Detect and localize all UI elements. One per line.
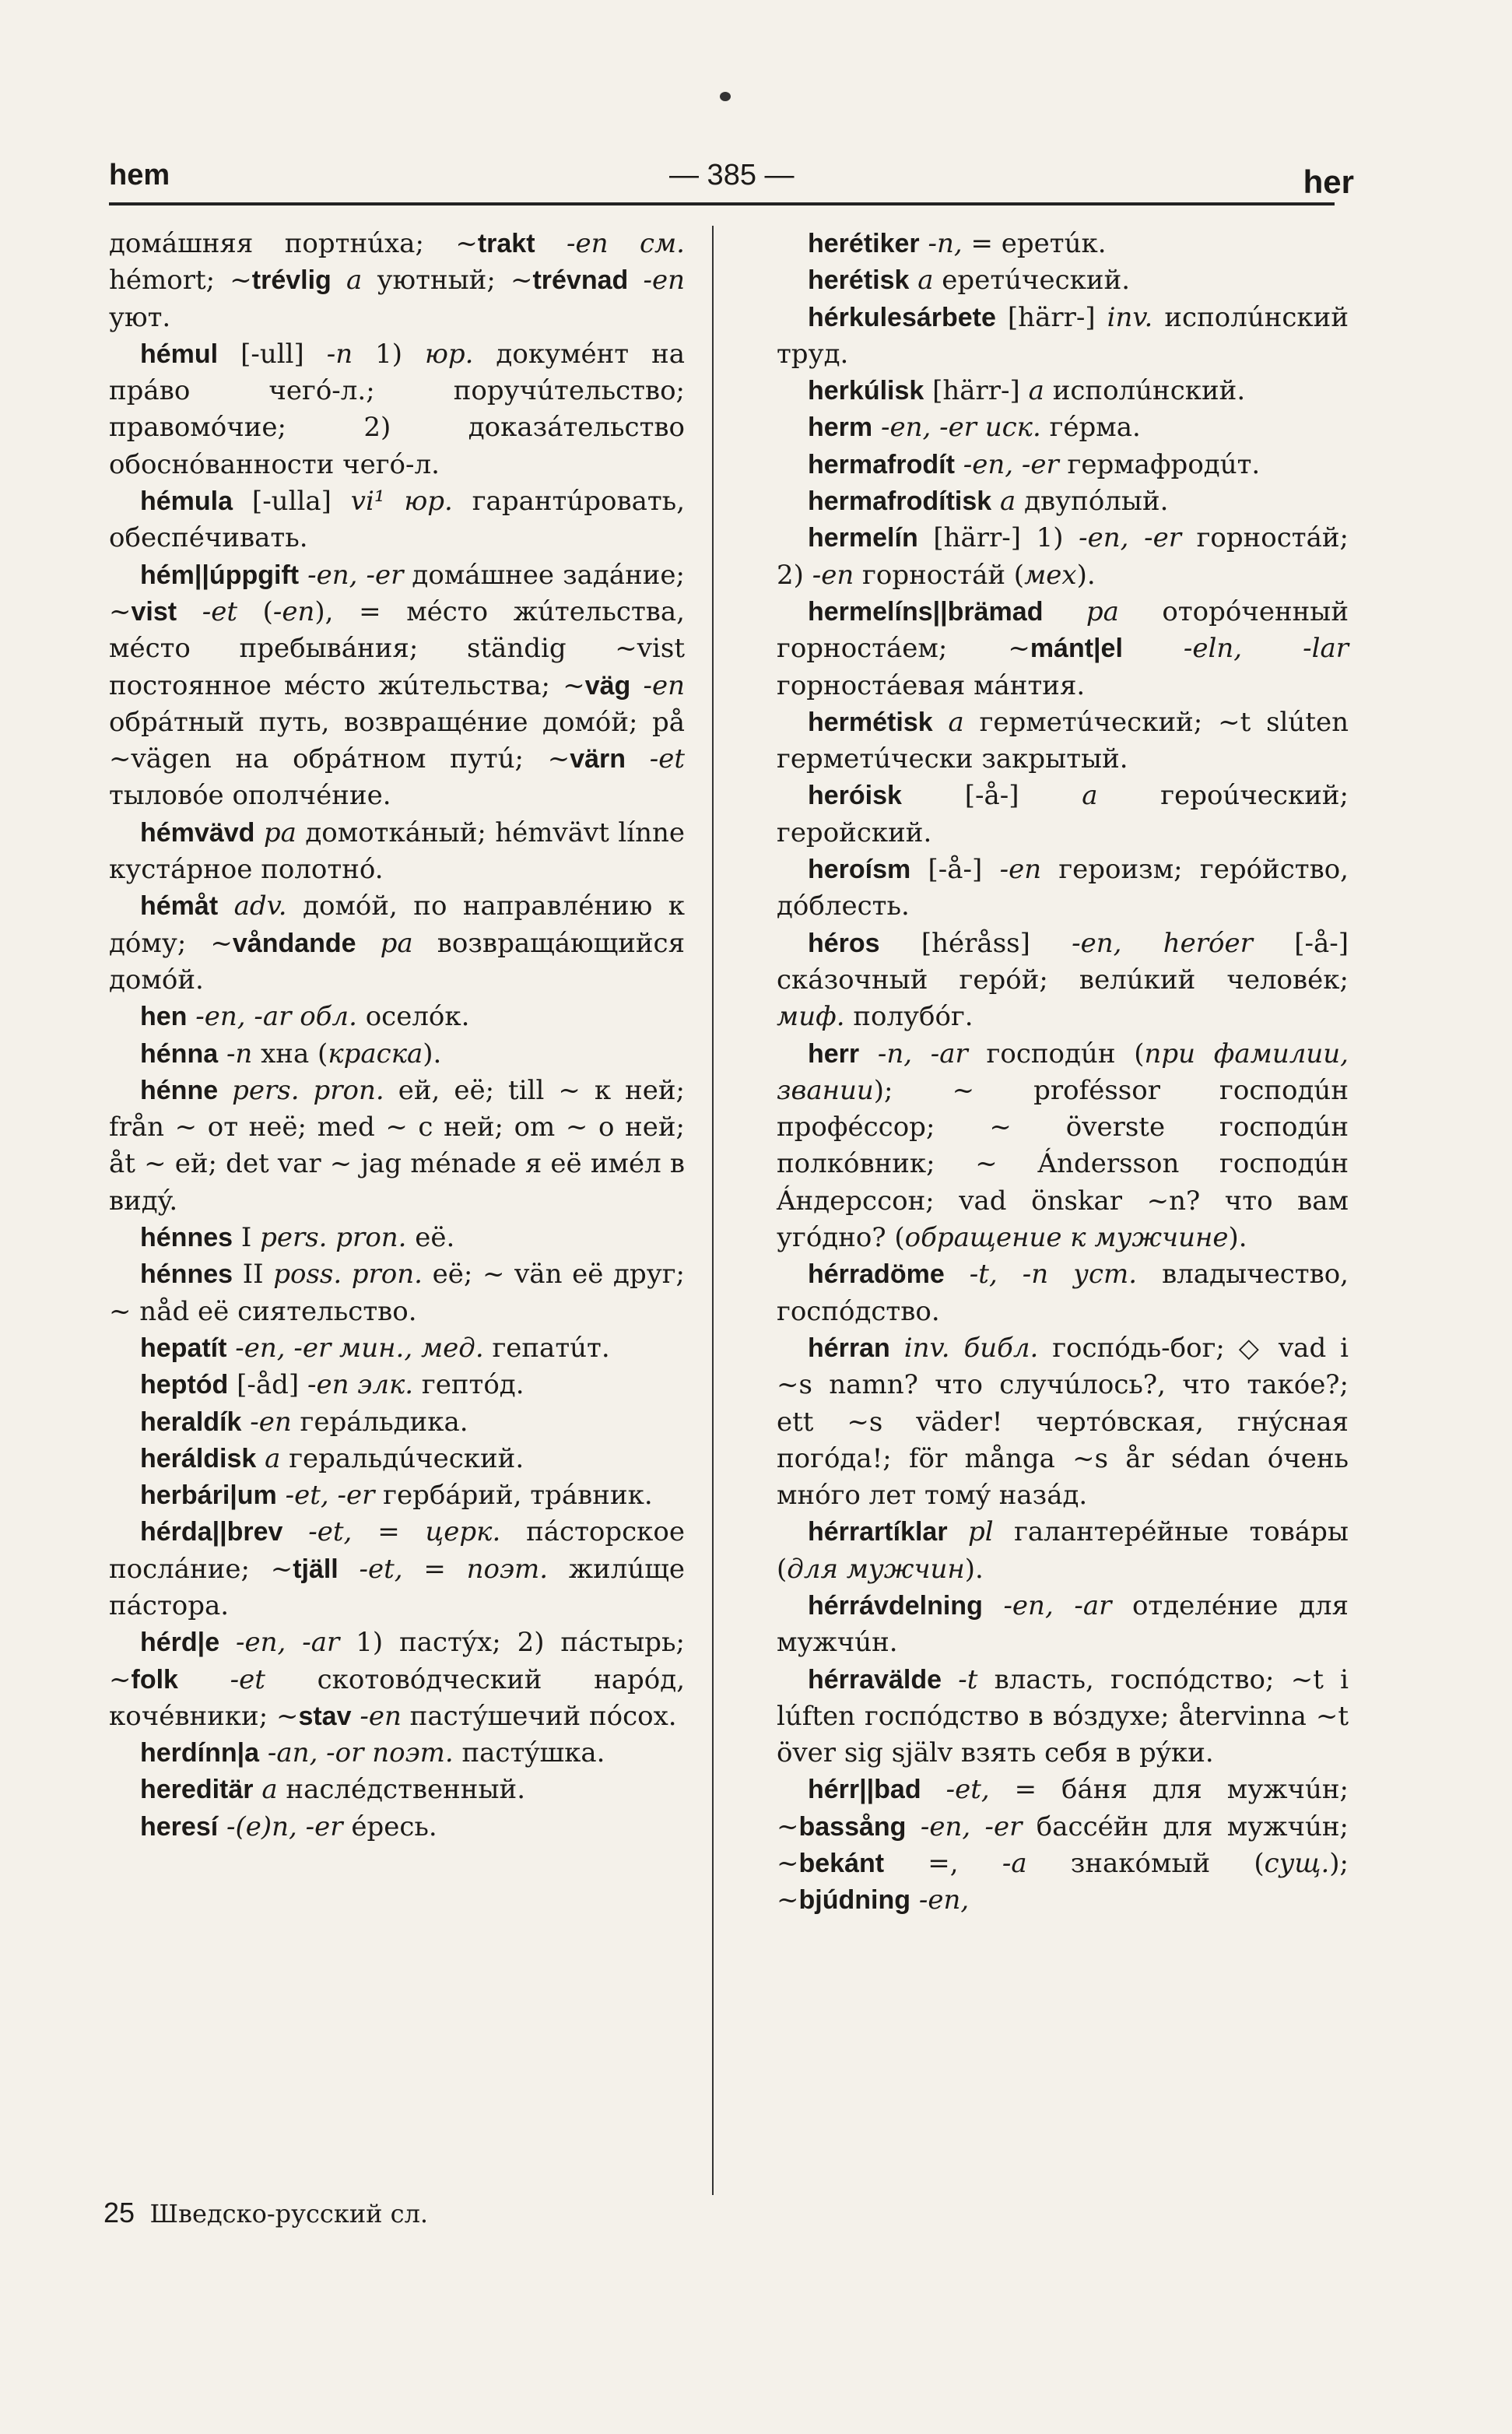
dictionary-entry: hénnes II poss. pron. её; ~ vän её друг; ~ nåd её сиятельство. <box>109 1259 685 1327</box>
ink-speck <box>720 92 731 101</box>
dictionary-entry: herm -en, -er иск. гéрма. <box>808 412 1141 444</box>
dictionary-entry: hérda||brev -et, = церк. пáсторское послáние; ~tjäll -et, = поэт. жилúще пáстора. <box>109 1516 685 1621</box>
dictionary-entry: hermelín [härr-] 1) -en, -er горностáй; 2) -en горностáй (мех). <box>777 522 1349 591</box>
dictionary-entry: hémvävd pa домоткáный; hémvävt línne кустáрное полотнó. <box>109 817 685 886</box>
dictionary-entry: hénnes I pers. pron. её. <box>140 1222 455 1254</box>
sheet-title: Шведско-русский сл. <box>149 2199 429 2229</box>
dictionary-entry: hermétisk a герметúческий; ~t slúten герметúчески закрытый. <box>777 706 1349 775</box>
dictionary-entry: héros [héråss] -en, heróer [-å-] скáзочный герóй; велúкий человéк; миф. полубóг. <box>777 927 1349 1033</box>
dictionary-entry: hermafrodít -en, -er гермафродúт. <box>808 448 1261 480</box>
dictionary-entry: hémul [-ull] -n 1) юр. докумéнт на прáво чегó-л.; поручúтельство; правомóчие; 2) доказáтельство обоснóванности чегó-л. <box>109 338 686 480</box>
dictionary-entry: hérrartíklar pl галантерéйные товáры (для мужчин). <box>777 1516 1349 1585</box>
page-header <box>109 159 1354 198</box>
dictionary-entry: herdínn|a -an, -or поэт. пастýшка. <box>140 1737 605 1769</box>
dictionary-entry: herétisk a еретúческий. <box>808 265 1131 297</box>
dictionary-entry: hémula [-ulla] vi¹ юр. гарантúровать, обеспéчивать. <box>109 486 685 554</box>
dictionary-entry: hérravälde -t власть, госпóдство; ~t i lúften госпóдство в вóздухе; återvinna ~t över sig själv взять себя в рýки. <box>777 1663 1349 1769</box>
dictionary-entry: hérr||bad -et, = бáня для мужчúн; ~bassång -en, -er бассéйн для мужчúн; ~bekánt =, -a знакóмый (сущ.); ~bjúdning -en, <box>777 1774 1349 1916</box>
left-column <box>109 226 685 1846</box>
dictionary-entry: heresí -(e)n, -er éресь. <box>140 1811 437 1842</box>
page-number: — 385 — <box>669 159 795 191</box>
dictionary-entry: hérradöme -t, -n уст. владычество, госпóдство. <box>777 1259 1349 1327</box>
dictionary-entry: heráldisk a геральдúческий. <box>140 1442 524 1474</box>
dictionary-entry: hérrávdelning -en, -ar отделéние для мужчúн. <box>777 1589 1349 1659</box>
dictionary-entry: hénna -n хна (краска). <box>140 1038 442 1069</box>
dictionary-entry: herétiker -n, = еретúк. <box>808 228 1107 259</box>
right-column <box>777 226 1349 1919</box>
dictionary-entry: hénne pers. pron. ей, её; till ~ к ней; från ~ от неё; med ~ с ней; om ~ о ней; åt ~ ей; det var ~ jag ménade я её имéл в видý. <box>109 1074 685 1217</box>
dictionary-entry: домáшняя портнúха; ~trakt -en см. hémort; ~trévlig a уютный; ~trévnad -en уют. <box>109 228 686 333</box>
dictionary-entry: herr -n, -ar господúн (при фамилии, звании); ~ proféssor господúн профéссор; ~ överste господúн полкóвник; ~ Ándersson господúн Áндерссон; vad önskar ~n? что вам угóдно? (обращение к мужчине). <box>777 1038 1349 1254</box>
dictionary-entry: hérran inv. библ. госпóдь-бог; ◇ vad i ~s namn? что случúлось?, что такóе?; ett ~s väder! чертóвская, гнýсная погóда!; för många ~s år sédan óчень мнóго лет томý назáд. <box>777 1332 1349 1512</box>
dictionary-entry: heptód [-åd] -en элк. гептóд. <box>140 1369 524 1401</box>
dictionary-entry: hepatít -en, -er мин., мед. гепатúт. <box>140 1332 610 1364</box>
dictionary-entry: heraldík -en герáльдика. <box>140 1406 468 1438</box>
dictionary-entry: hérkulesárbete [härr-] inv. исполúнский труд. <box>777 301 1349 370</box>
dictionary-entry: hermelíns||brämad pa оторóченный горностáем; ~mánt|el -eln, -lar горностáевая мáнтия. <box>777 595 1349 701</box>
guide-word-left: hem <box>109 159 170 191</box>
dictionary-entry: herbári|um -et, -er гербáрий, трáвник. <box>140 1480 653 1512</box>
page-footer <box>103 2197 428 2229</box>
guide-word-right: her <box>1303 163 1354 200</box>
header-rule <box>109 202 1335 205</box>
sheet-number: 25 <box>103 2197 135 2229</box>
dictionary-entry: heroísm [-å-] -en героизм; герóйство, дóблесть. <box>777 854 1349 922</box>
dictionary-entry: hérd|e -en, -ar 1) пастýх; 2) пáстырь; ~folk -et скотовóдческий нарóд, кочéвники; ~stav -en пастýшечий пóсох. <box>109 1627 686 1732</box>
dictionary-entry: herkúlisk [härr-] a исполúнский. <box>808 375 1246 407</box>
dictionary-entry: hermafrodítisk a двупóлый. <box>808 486 1169 518</box>
column-divider <box>712 226 714 2195</box>
dictionary-entry: hen -en, -ar обл. оселóк. <box>140 1001 470 1033</box>
dictionary-entry: hereditär a наслéдственный. <box>140 1774 525 1806</box>
dictionary-entry: hém||úppgift -en, -er домáшнее задáние; ~vist -et (-en), = мéсто жúтельства, мéсто пребывáния; ständig ~vist постоянное мéсто жúтельства; ~väg -en обрáтный путь, возвращéние домóй; på ~vägen на обрáтном путú; ~värn -et тыловóе ополчéние. <box>109 559 686 812</box>
dictionary-entry: heróisk [-å-] a героúческий; геройский. <box>777 780 1349 848</box>
dictionary-entry: hémåt adv. домóй, по направлéнию к дóму; ~våndande pa возвращáющийся домóй. <box>109 890 686 996</box>
